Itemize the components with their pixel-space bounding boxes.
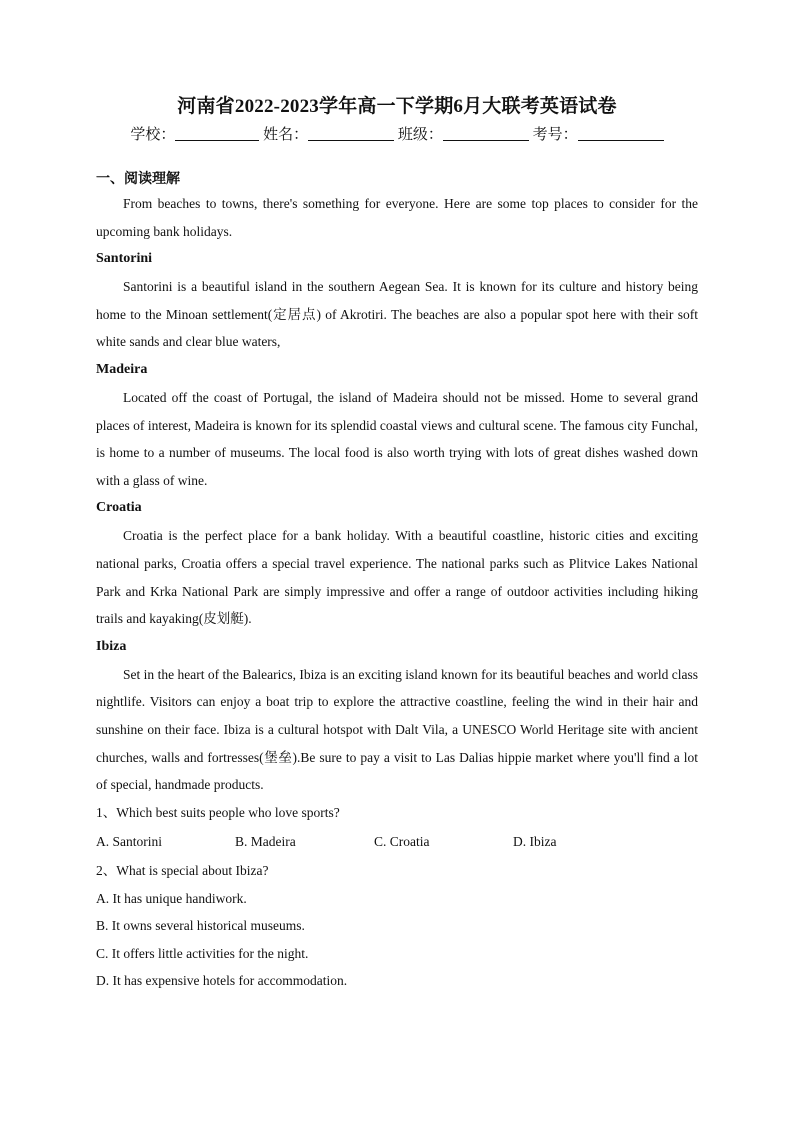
answer-option[interactable]: D. It has expensive hotels for accommodation. bbox=[96, 973, 348, 989]
exam-page bbox=[96, 94, 698, 995]
class-label: 班级： bbox=[397, 127, 443, 143]
name-blank[interactable] bbox=[308, 126, 394, 141]
school-label: 学校： bbox=[130, 127, 176, 143]
name-label: 姓名： bbox=[263, 127, 309, 143]
place-paragraph: Santorini is a beautiful island in the southern Aegean Sea. It is known for its culture and history being home to the Minoan settlement(定居点) of Akrotiri. The beaches are also a popular spot here with their soft white sands and clear blue waters, bbox=[96, 279, 698, 350]
answer-option[interactable]: C. Croatia bbox=[374, 833, 430, 849]
section-title: 一、阅读理解 bbox=[96, 172, 180, 187]
school-blank[interactable] bbox=[175, 126, 259, 141]
place-paragraph: Located off the coast of Portugal, the island of Madeira should not be missed. Home to several grand places of interest, Madeira is known for its splendid coastal views and cultural scene. The famous city Funchal, is home to a number of museums. The local food is also worth trying with lots of great dishes washed down with a glass of wine. bbox=[96, 389, 698, 488]
question-stem: 2、What is special about Ibiza? bbox=[96, 862, 269, 878]
student-info-line bbox=[96, 124, 698, 146]
question-stem: 1、Which best suits people who love sports? bbox=[96, 804, 340, 820]
answer-option[interactable]: C. It offers little activities for the night. bbox=[96, 945, 309, 961]
answer-option[interactable]: D. Ibiza bbox=[513, 833, 557, 849]
answer-option[interactable]: B. Madeira bbox=[235, 833, 296, 849]
place-heading: Santorini bbox=[96, 251, 153, 267]
place-paragraph: Set in the heart of the Balearics, Ibiza is an exciting island known for its beautiful beaches and world class nightlife. Visitors can enjoy a boat trip to explore the attractive coastline, feeling the wind in their hair and sunshine on their face. Ibiza is a cultural hotspot with Dalt Vila, a UNESCO World Heritage site with ancient churches, walls and fortresses(堡垒).Be sure to pay a visit to Las Dalias hippie market where you'll find a lot of special, handmade products. bbox=[96, 666, 698, 793]
page-title: 河南省2022-2023学年高一下学期6月大联考英语试卷 bbox=[177, 96, 617, 117]
question-options bbox=[96, 827, 698, 857]
place-heading: Madeira bbox=[96, 361, 148, 377]
place-heading: Ibiza bbox=[96, 638, 127, 654]
number-label: 考号： bbox=[532, 127, 578, 143]
place-paragraph: Croatia is the perfect place for a bank holiday. With a beautiful coastline, historic cities and exciting national parks, Croatia offers a special travel experience. The national parks such as Plitvice Lakes National Park and Krka National Park are simply impressive and offer a range of outdoor activities including hiking trails and kayaking(皮划艇). bbox=[96, 528, 698, 627]
intro-paragraph: From beaches to towns, there's something for everyone. Here are some top places to consider for the upcoming bank holidays. bbox=[96, 196, 698, 239]
class-blank[interactable] bbox=[443, 126, 529, 141]
number-blank[interactable] bbox=[578, 126, 664, 141]
answer-option[interactable]: A. Santorini bbox=[96, 833, 162, 849]
place-heading: Croatia bbox=[96, 500, 142, 516]
answer-option[interactable]: B. It owns several historical museums. bbox=[96, 918, 305, 934]
answer-option[interactable]: A. It has unique handiwork. bbox=[96, 890, 247, 906]
